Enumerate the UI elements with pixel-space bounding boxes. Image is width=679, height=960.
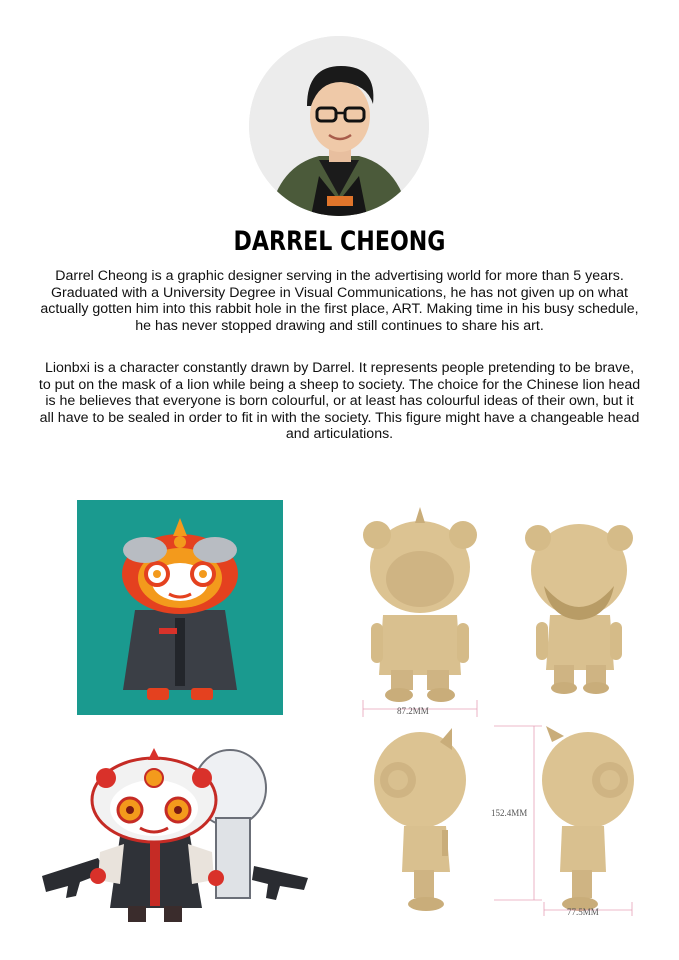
- figure-side-view-right: [490, 722, 640, 918]
- lion-action-illustration: [40, 748, 310, 930]
- character-description: Lionbxi is a character constantly drawn by Darrel. It represents people pretending to be brave, to put on the mask of a lion while being a sheep to society. The choice for the Chinese lion head is he believes that everyone is born colourful, or at least has colourful ideas of their own, but it all have to be sealed in order to fit in with the society. This figure might have a changeable head and articulations.: [38, 360, 641, 443]
- figure-back-view: [520, 510, 638, 700]
- figure-side-view-left: [362, 722, 472, 918]
- figure-front-view: [355, 505, 485, 720]
- front-width-dimension: 87.2MM: [397, 706, 429, 716]
- side-width-dimension: 77.5MM: [567, 907, 599, 917]
- height-dimension: 152.4MM: [491, 808, 528, 818]
- bio-paragraph: Darrel Cheong is a graphic designer serving in the advertising world for more than 5 years. Graduated with a University Degree in Visual Communications, he has not given up on what actually gotten him into this rabbit hole in the first place, ART. Making time in his busy schedule, he has never stopped drawing and still continues to share his art.: [40, 268, 639, 334]
- lionbxi-artwork-card: [77, 500, 283, 715]
- profile-photo: [249, 36, 429, 216]
- lion-character-icon: [77, 500, 283, 715]
- designer-name: DARREL CHEONG: [233, 226, 446, 257]
- person-portrait-icon: [249, 36, 429, 216]
